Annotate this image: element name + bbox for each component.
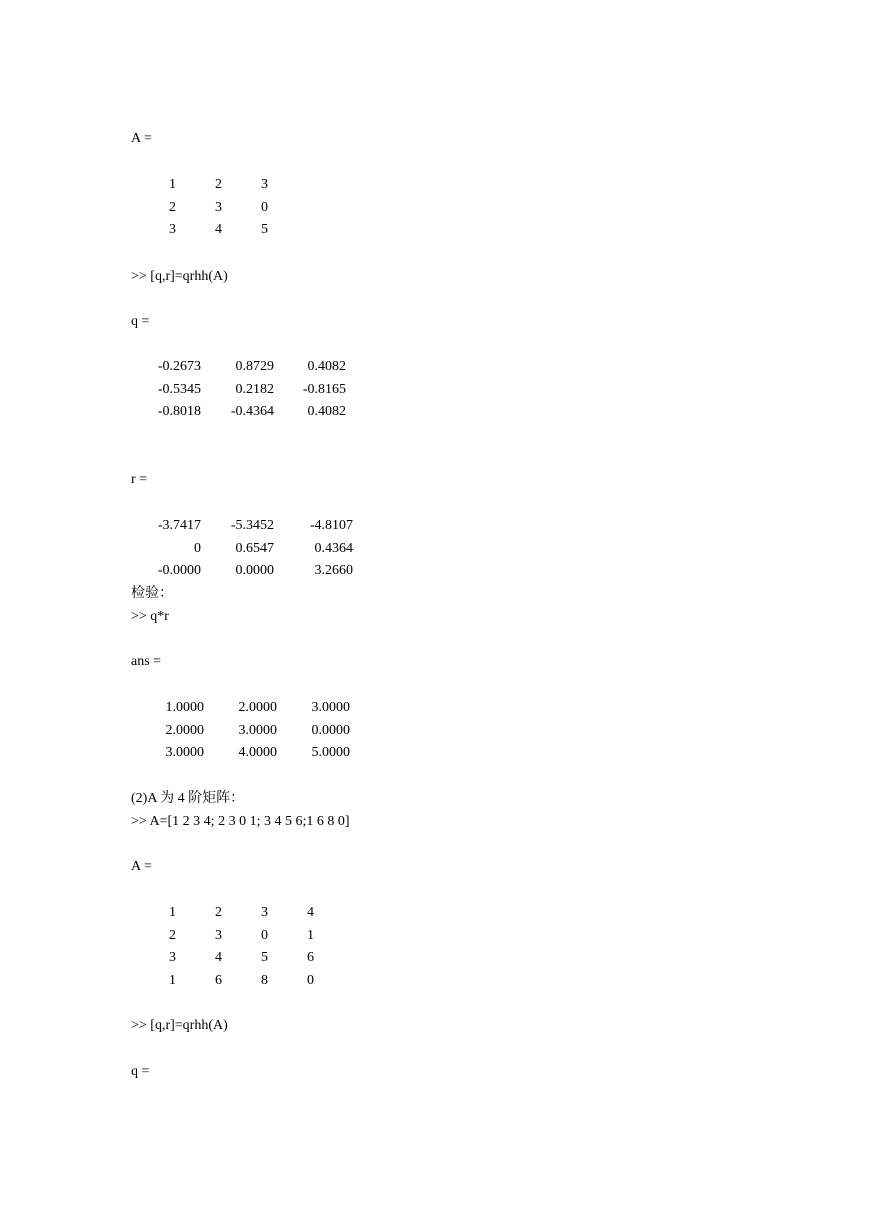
matrix-cell: 1 <box>169 177 176 192</box>
matrix-cell: 0.4082 <box>307 404 346 420</box>
doc-line: A = <box>131 859 152 874</box>
matrix-cell: 3.0000 <box>238 722 277 738</box>
matrix-cell: 4 <box>215 222 222 238</box>
matrix-cell: 3.0000 <box>311 700 350 715</box>
doc-line: q = <box>131 314 150 329</box>
matrix-cell: 0.0000 <box>311 722 350 738</box>
doc-line: 检验： <box>131 586 173 601</box>
doc-line: >> q*r <box>131 609 169 624</box>
matrix-cell: 3 <box>169 222 176 238</box>
matrix-cell: -0.2673 <box>157 359 201 374</box>
matrix-cell: 4 <box>215 950 222 966</box>
matrix-cell: 0.0000 <box>235 563 274 579</box>
matrix-cell: -5.3452 <box>230 518 274 533</box>
matrix-cell: 1.0000 <box>165 700 204 715</box>
matrix-cell: 3 <box>215 927 222 943</box>
matrix-cell: 3.2660 <box>314 563 353 579</box>
matrix-cell: 3 <box>215 199 222 215</box>
matrix-cell: 2.0000 <box>238 700 277 715</box>
matrix-cell: 0 <box>261 927 268 943</box>
matrix-cell: -0.5345 <box>157 381 201 397</box>
doc-line: >> [q,r]=qrhh(A) <box>131 1018 228 1033</box>
matrix-cell: 0 <box>307 973 314 989</box>
matrix-cell: 2 <box>169 927 176 943</box>
matrix-cell: -0.0000 <box>157 563 201 579</box>
matrix-cell: 6 <box>307 950 314 966</box>
doc-line: >> A=[1 2 3 4; 2 3 0 1; 3 4 5 6;1 6 8 0] <box>131 814 350 829</box>
matrix-cell: 0.4364 <box>314 540 353 556</box>
matrix-cell: 0 <box>194 540 201 556</box>
matrix-cell: -0.8018 <box>157 404 201 420</box>
matrix-cell: 2 <box>215 905 222 920</box>
doc-line: A = <box>131 131 152 146</box>
matrix-cell: -4.8107 <box>309 518 353 533</box>
matrix-cell: 0 <box>261 199 268 215</box>
doc-line: >> [q,r]=qrhh(A) <box>131 269 228 284</box>
matrix-cell: 5 <box>261 222 268 238</box>
matrix-cell: 1 <box>169 905 176 920</box>
matrix-cell: 3.0000 <box>165 745 204 761</box>
matrix-cell: 3 <box>261 177 268 192</box>
matrix-cell: 1 <box>169 973 176 989</box>
matrix-cell: 5.0000 <box>311 745 350 761</box>
matrix-cell: 6 <box>215 973 222 989</box>
matrix-cell: 0.4082 <box>307 359 346 374</box>
matrix-cell: 3 <box>261 905 268 920</box>
doc-line: ans = <box>131 654 162 669</box>
matrix-cell: 1 <box>307 927 314 943</box>
matrix-cell: 8 <box>261 973 268 989</box>
matrix-cell: 5 <box>261 950 268 966</box>
matrix-cell: -3.7417 <box>157 518 201 533</box>
matrix-cell: 2 <box>215 177 222 192</box>
matrix-cell: -0.8165 <box>302 381 346 397</box>
matrix-cell: -0.4364 <box>230 404 274 420</box>
matrix-cell: 0.2182 <box>235 381 274 397</box>
matrix-cell: 4 <box>307 905 314 920</box>
matrix-cell: 2 <box>169 199 176 215</box>
matrix-cell: 4.0000 <box>238 745 277 761</box>
doc-line: r = <box>131 472 148 487</box>
doc-line: (2)A 为 4 阶矩阵： <box>131 791 245 806</box>
matrix-cell: 0.8729 <box>235 359 274 374</box>
doc-line: q = <box>131 1064 150 1079</box>
matrix-cell: 0.6547 <box>235 540 274 556</box>
matrix-cell: 3 <box>169 950 176 966</box>
matrix-cell: 2.0000 <box>165 722 204 738</box>
